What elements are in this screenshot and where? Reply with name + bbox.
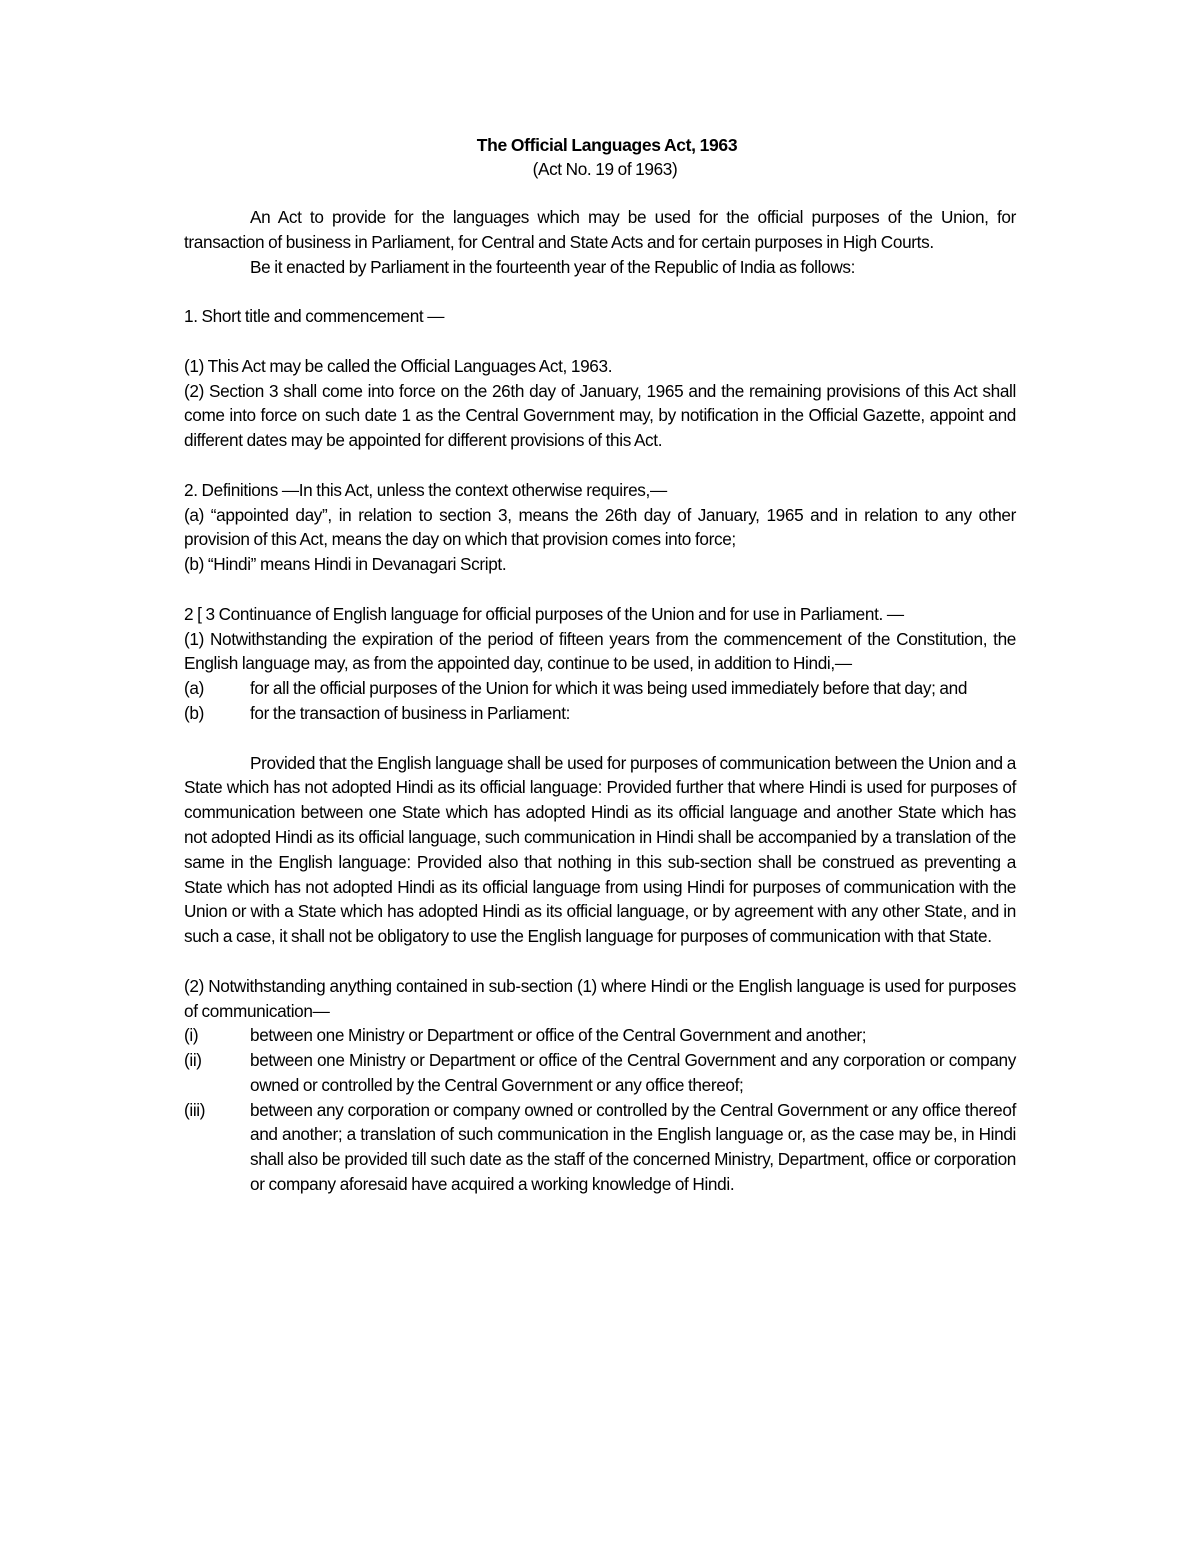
section-2-clause: (b) “Hindi” means Hindi in Devanagari Script. (184, 554, 507, 575)
subsection-2-intro: (2) Notwithstanding anything contained in sub-section (1) where Hindi or the English language is used for purposes of communication— (184, 975, 1016, 1021)
spacer (184, 577, 1016, 602)
list-text: between one Ministry or Department or office of the Central Government and another; (250, 1025, 867, 1046)
act-number: (Act No. 19 of 1963) (532, 159, 678, 179)
spacer (184, 181, 1016, 205)
list-text: between one Ministry or Department or office of the Central Government and any corporation or company owned or controlled by the Central Government or any office thereof; (250, 1050, 1016, 1095)
list-text: between any corporation or company owned or controlled by the Central Government or any office thereof and another; a translation of such communication in the English language or, as the case may be, in Hindi shall also be provided till such date as the staff of the concerned Ministry, Department, office or corporation or company aforesaid have acquired a working knowledge of Hindi. (250, 1099, 1016, 1195)
list-marker: (ii) (184, 1050, 202, 1071)
list-marker: (b) (184, 702, 204, 723)
list-marker: (a) (184, 678, 204, 699)
preamble-enactment: Be it enacted by Parliament in the fourteenth year of the Republic of India as follows: (250, 256, 856, 277)
document-page (184, 133, 1016, 1197)
list-text: for all the official purposes of the Union for which it was being used immediately before that day; and (250, 678, 968, 699)
subsection-1-intro: (1) Notwithstanding the expiration of the period of fifteen years from the commencement of the Constitution, the English language may, as from the appointed day, continue to be used, in addition to Hindi,— (184, 628, 1016, 674)
document-title: The Official Languages Act, 1963 (476, 135, 738, 155)
spacer (184, 453, 1016, 478)
section-2-heading: 2. Definitions —In this Act, unless the context otherwise requires,— (184, 479, 667, 500)
list-item (184, 1023, 1016, 1048)
list-text: for the transaction of business in Parliament: (250, 702, 571, 723)
list-item (184, 1098, 1016, 1197)
list-marker: (iii) (184, 1099, 206, 1120)
list-item (184, 676, 1016, 701)
spacer (184, 329, 1016, 354)
section-1-heading: 1. Short title and commencement — (184, 306, 445, 327)
proviso: Provided that the English language shall be used for purposes of communication between the Union and a State which has not adopted Hindi as its official language: Provided further that where Hindi is used for purposes of communication between one State which has adopted Hindi as its official language and another State which has not adopted Hindi as its official language, such communication in Hindi shall be accompanied by a translation of the same in the English language: Provided also that nothing in this sub-section shall be construed as preventing a State which has not adopted Hindi as its official language from using Hindi for purposes of communication with the Union or with a State which has adopted Hindi as its official language, or by agreement with any other State, and in such a case, it shall not be obligatory to use the English language for purposes of communication with that State. (184, 752, 1016, 947)
list-marker: (i) (184, 1025, 199, 1046)
section-2-clause: (a) “appointed day”, in relation to section 3, means the 26th day of January, 1965 and in relation to any other provision of this Act, means the day on which that provision comes into force; (184, 504, 1016, 550)
section-3-heading: 2 [ 3 Continuance of English language for official purposes of the Union and for use in Parliament. — (184, 603, 904, 624)
spacer (184, 726, 1016, 751)
spacer (184, 949, 1016, 974)
preamble-purpose: An Act to provide for the languages which may be used for the official purposes of the Union, for transaction of business in Parliament, for Central and State Acts and for certain purposes in High Courts. (184, 207, 1016, 252)
section-1-clause: (1) This Act may be called the Official Languages Act, 1963. (184, 355, 613, 376)
list-item (184, 1048, 1016, 1098)
spacer (184, 279, 1016, 304)
list-item (184, 701, 1016, 726)
section-1-clause: (2) Section 3 shall come into force on the 26th day of January, 1965 and the remaining provisions of this Act shall come into force on such date 1 as the Central Government may, by notification in the Official Gazette, appoint and different dates may be appointed for different provisions of this Act. (184, 380, 1016, 451)
